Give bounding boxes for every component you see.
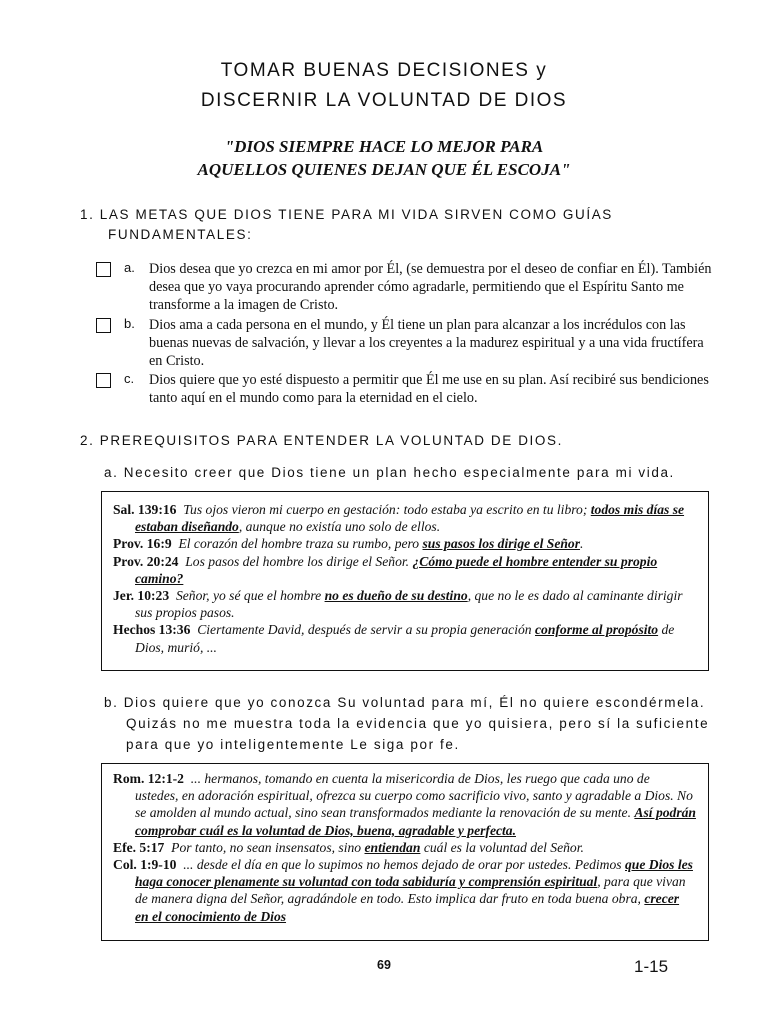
section2-b-line1: b. Dios quiere que yo conozca Su voluntad para mí, Él no quiere escondérmela.	[104, 695, 706, 710]
verse-prov-16-9: Prov. 16:9 El corazón del hombre traza su rumbo, pero sus pasos los dirige el Señor.	[113, 536, 584, 552]
page-title-line2: DISCERNIR LA VOLUNTAD DE DIOS	[200, 90, 568, 111]
checkbox-a[interactable]	[96, 262, 111, 277]
verse-rom-12-1-2: Rom. 12:1-2 ... hermanos, tomando en cuenta la misericordia de Dios, les ruego que cada uno de ustedes, en adoración espiritual, ofrezca su cuerpo como sacrificio vivo, santo y agradable a Dios. No se amolden al mundo actual, sino sean transformados mediante la renovación de su mente. Así podrán comprobar cuál es la voluntad de Dios, buena, agradable y perfecta.	[113, 771, 696, 838]
section1-heading-line1: 1. LAS METAS QUE DIOS TIENE PARA MI VIDA SIRVEN COMO GUÍAS	[80, 207, 613, 222]
item-text: Dios ama a cada persona en el mundo, y Él tiene un plan para alcanzar a los incrédulos con las buenas nuevas de salvación, y llevar a los creyentes a la madurez espiritual y a una vida fructífera en Cristo.	[149, 317, 704, 370]
scripture-box-2	[101, 763, 709, 941]
scripture-box-1	[101, 491, 709, 671]
checkbox-b[interactable]	[96, 318, 111, 333]
section-code: 1-15	[634, 957, 669, 976]
section2-b-line3: para que yo inteligentemente Le siga por fe.	[126, 737, 460, 752]
item-text: Dios quiere que yo esté dispuesto a permitir que Él me use en su plan. Así recibiré sus bendiciones tanto aquí en el mundo como para la eternidad en el cielo.	[149, 372, 709, 407]
item-letter: b.	[124, 316, 135, 331]
quote-line2: AQUELLOS QUIENES DEJAN QUE ÉL ESCOJA"	[197, 160, 571, 179]
verse-prov-20-24: Prov. 20:24 Los pasos del hombre los dirige el Señor. ¿Cómo puede el hombre entender su propio camino?	[113, 553, 658, 586]
verse-sal-139-16: Sal. 139:16 Tus ojos vieron mi cuerpo en gestación: todo estaba ya escrito en tu libro; todos mis días se estaban diseñando, aunque no existía uno solo de ellos.	[113, 502, 685, 535]
page-title-line1: TOMAR BUENAS DECISIONES y	[220, 60, 548, 81]
section1-heading-line2: FUNDAMENTALES:	[108, 227, 253, 242]
verse-jer-10-23: Jer. 10:23 Señor, yo sé que el hombre no es dueño de su destino, que no le es dado al caminante dirigir sus propios pasos.	[113, 588, 683, 621]
item-text: Dios desea que yo crezca en mi amor por Él, (se demuestra por el deseo de confiar en Él). También desea que yo vaya procurando aprender cómo agradarle, permitiendo que el Espíritu Santo me transforme a la imagen de Cristo.	[149, 261, 712, 314]
verse-col-1-9-10: Col. 1:9-10 ... desde el día en que lo supimos no hemos dejado de orar por ustedes. Pedimos que Dios les haga conocer plenamente su voluntad con toda sabiduría y comprensión espiritual, para que vivan de manera digna del Señor, agradándole en todo. Esto implica dar fruto en toda buena obra, crecer en el conocimiento de Dios	[113, 857, 693, 924]
quote-line1: "DIOS SIEMPRE HACE LO MEJOR PARA	[224, 137, 544, 156]
item-letter: c.	[124, 371, 135, 386]
checkbox-c[interactable]	[96, 373, 111, 388]
verse-efe-5-17: Efe. 5:17 Por tanto, no sean insensatos, sino entiendan cuál es la voluntad del Señor.	[113, 839, 584, 855]
section2-a-text: a. Necesito creer que Dios tiene un plan hecho especialmente para mi vida.	[104, 465, 675, 480]
verse-hechos-13-36: Hechos 13:36 Ciertamente David, después de servir a su propia generación conforme al propósito de Dios, murió, ...	[113, 622, 675, 655]
section2-heading: 2. PREREQUISITOS PARA ENTENDER LA VOLUNTAD DE DIOS.	[80, 433, 563, 448]
section2-b-line2: Quizás no me muestra toda la evidencia que yo quisiera, pero sí la suficiente	[126, 716, 710, 731]
item-letter: a.	[124, 260, 135, 275]
page-number: 69	[377, 958, 391, 972]
